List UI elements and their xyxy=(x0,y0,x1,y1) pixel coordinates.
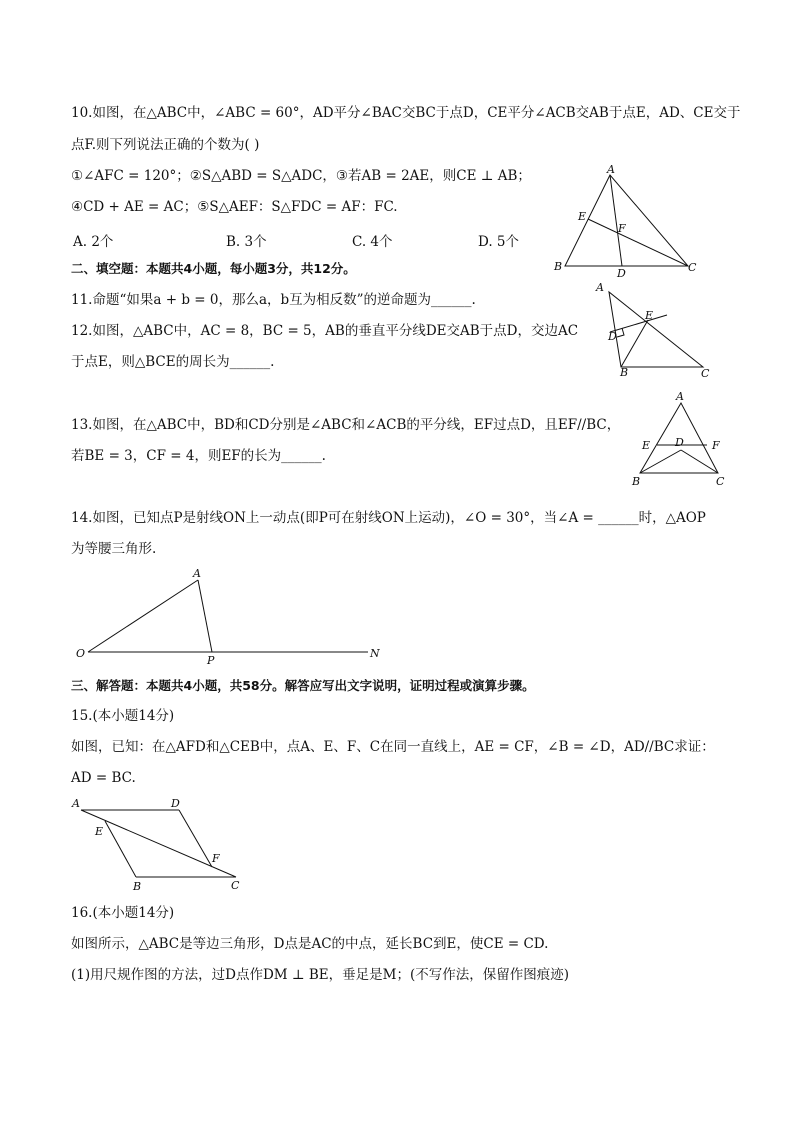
label-e: E xyxy=(578,210,587,223)
q14-figure xyxy=(70,563,390,668)
q14-line2: 为等腰三角形. xyxy=(71,541,157,557)
label-b: B xyxy=(133,880,142,893)
label-p: P xyxy=(207,654,215,667)
label-o: O xyxy=(76,647,86,660)
q12-line1: 12.如图，△ABC中，AC = 8，BC = 5，AB的垂直平分线DE交AB于点D，交边AC xyxy=(71,323,579,339)
label-e: E xyxy=(642,439,651,452)
q11-line: 11.命题“如果a + b = 0，那么a，b互为相反数”的逆命题为______. xyxy=(71,292,476,308)
q15-heading: 15.(本小题14分) xyxy=(71,708,175,724)
label-n: N xyxy=(370,647,380,660)
q10-line4: ④CD + AE = AC；⑤S△AEF：S△FDC = AF：FC. xyxy=(71,199,398,215)
q13-line2: 若BE = 3，CF = 4，则EF的长为______. xyxy=(71,448,326,464)
label-a: A xyxy=(607,163,615,176)
section-3-heading: 三、解答题：本题共4小题，共58分。解答应写出文字说明，证明过程或演算步骤。 xyxy=(71,678,535,693)
label-a: A xyxy=(676,390,684,403)
label-c: C xyxy=(701,367,710,380)
label-d: D xyxy=(608,330,617,343)
segment-ac xyxy=(81,810,236,877)
q15-line1: 如图，已知：在△AFD和△CEB中，点A、E、F、C在同一直线上，AE = CF，∠B = ∠D，AD//BC求证： xyxy=(71,739,715,755)
label-a: A xyxy=(193,567,201,580)
segment-ad xyxy=(610,175,622,266)
segment-ap xyxy=(198,580,212,652)
q14-line1: 14.如图，已知点P是射线ON上一动点(即P可在射线ON上运动)，∠O = 30°，当∠A = ______时，△AOP xyxy=(71,510,706,526)
segment-df xyxy=(179,810,212,867)
label-c: C xyxy=(688,261,697,274)
line-de xyxy=(610,315,667,332)
q10-option-b: B. 3个 xyxy=(226,234,267,250)
q16-line2: (1)用尺规作图的方法，过D点作DM ⊥ BE，垂足是M；(不写作法，保留作图痕迹) xyxy=(71,967,570,983)
q10-option-a: A. 2个 xyxy=(73,234,114,250)
label-a: A xyxy=(72,797,80,810)
triangle-abc xyxy=(609,292,703,367)
label-d: D xyxy=(675,436,684,449)
label-f: F xyxy=(712,439,720,452)
q10-line1: 10.如图，在△ABC中，∠ABC = 60°，AD平分∠BAC交BC于点D，CE平分∠ACB交AB于点E，AD、CE交于 xyxy=(71,105,741,121)
q15-line2: AD = BC. xyxy=(71,770,136,786)
q13-figure xyxy=(628,388,728,490)
label-b: B xyxy=(554,260,563,273)
label-c: C xyxy=(716,475,725,488)
label-d: D xyxy=(617,267,626,280)
q10-figure xyxy=(550,165,700,280)
label-f: F xyxy=(212,852,220,865)
q12-line2: 于点E，则△BCE的周长为______. xyxy=(71,354,275,370)
segment-bd xyxy=(640,450,681,473)
q12-figure xyxy=(592,282,722,380)
label-b: B xyxy=(632,475,641,488)
q16-heading: 16.(本小题14分) xyxy=(71,905,175,921)
label-e: E xyxy=(645,309,654,322)
segment-eb xyxy=(105,821,136,877)
section-2-heading: 二、填空题：本题共4小题，每小题3分，共12分。 xyxy=(71,261,356,276)
segment-ce xyxy=(588,219,688,266)
q10-option-d: D. 5个 xyxy=(478,234,520,250)
q15-figure xyxy=(66,795,251,895)
q10-line3: ①∠AFC = 120°；②S△ABD = S△ADC，③若AB = 2AE，则CE ⊥ AB； xyxy=(71,168,531,184)
q13-line1: 13.如图，在△ABC中，BD和CD分别是∠ABC和∠ACB的平分线，EF过点D，且EF//BC， xyxy=(71,417,621,433)
label-a: A xyxy=(596,281,604,294)
label-f: F xyxy=(618,222,626,235)
q10-line2: 点F.则下列说法正确的个数为( ) xyxy=(71,137,260,153)
label-b: B xyxy=(620,366,629,379)
q10-option-c: C. 4个 xyxy=(352,234,393,250)
label-c: C xyxy=(231,879,240,892)
label-e: E xyxy=(95,825,104,838)
label-d: D xyxy=(171,797,180,810)
segment-oa xyxy=(88,580,198,652)
q16-line1: 如图所示，△ABC是等边三角形，D点是AC的中点，延长BC到E，使CE = CD. xyxy=(71,936,549,952)
